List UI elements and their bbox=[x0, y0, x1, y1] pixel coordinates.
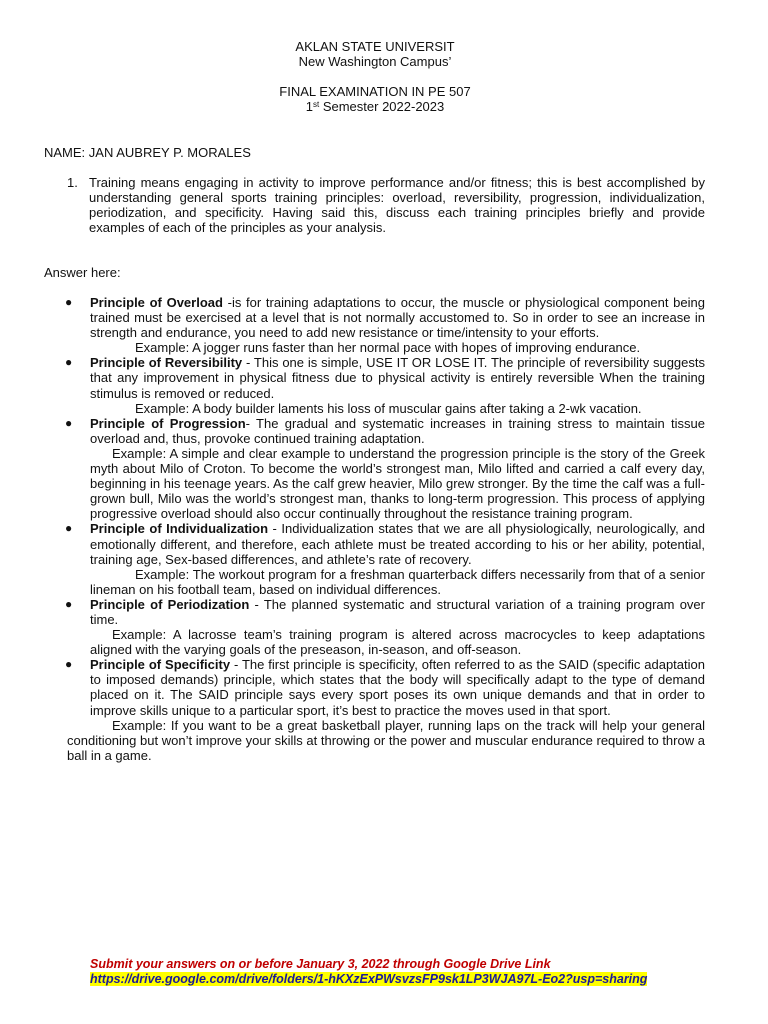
principle-text bbox=[90, 597, 705, 627]
list-item-reversibility bbox=[65, 355, 706, 416]
principle-text bbox=[90, 295, 705, 340]
student-name-line: NAME: JAN AUBREY P. MORALES bbox=[44, 145, 251, 160]
principle-title: Principle of Specificity bbox=[90, 657, 231, 673]
principle-title: Principle of Periodization bbox=[90, 596, 250, 612]
question-1 bbox=[67, 175, 705, 235]
principle-example: Example: A simple and clear example to understand the progression principle is the story of the Greek myth about Milo of Croton. To become the world’s strongest man, Milo lifted and carried a calf every day, beginning in his teenage years. As the calf grew heavier, Milo grew stronger. By the time the calf was a full-grown bull, Milo was the world’s strongest man, thanks to long-term progression. This process of applying progressive overload should also occur continually throughout the resistance training program. bbox=[90, 445, 705, 522]
semester-ordinal: 1 bbox=[305, 99, 313, 114]
submission-footer bbox=[90, 957, 647, 987]
list-item-progression bbox=[65, 415, 705, 522]
answer-label: Answer here: bbox=[44, 265, 121, 280]
principle-title: Principle of Individualization bbox=[90, 521, 269, 537]
document-header bbox=[0, 39, 750, 114]
principle-example: Example: A jogger runs faster than her normal pace with hopes of improving endurance. bbox=[135, 340, 641, 356]
semester-rest: Semester 2022-2023 bbox=[319, 99, 445, 114]
question-text: Training means engaging in activity to improve performance and/or fitness; this is best accomplished by understanding general sports training principles: overload, reversibility, progression, individualization, periodization, and specificity. Having said this, discuss each training principles briefly and provide examples of each of the principles as your analysis. bbox=[89, 175, 705, 235]
principle-example: Example: The workout program for a freshman quarterback differs necessarily from that of a senior lineman on his football team, based on individual differences. bbox=[90, 566, 705, 597]
principle-text bbox=[90, 521, 705, 566]
list-item-individualization bbox=[65, 521, 705, 597]
principle-example: Example: If you want to be a great basketball player, running laps on the track will help your general conditioning but won’t improve your skills at throwing or the power and muscular endurance required to throw a ball in a game. bbox=[67, 717, 705, 763]
principle-body: - The planned systematic and structural variation of a training program over time. bbox=[90, 596, 705, 627]
bullet-icon: ● bbox=[65, 415, 73, 430]
semester-suffix: st bbox=[312, 100, 320, 109]
campus-name: New Washington Campus’ bbox=[298, 54, 452, 69]
principle-body: - The first principle is specificity, often referred to as the SAID (specific adaptation to imposed demands) principle, which states that the body will specifically adapt to the type of demand placed on it. The SAID principle says every sport poses its own unique demands and that in order to improve skills unique to a particular sport, it’s best to practice the moves used in that sport. bbox=[90, 657, 705, 718]
bullet-icon: ● bbox=[65, 521, 73, 536]
principle-body: - The gradual and systematic increases in training stress to maintain tissue overload and, thus, provoke continued training adaptation. bbox=[90, 415, 705, 446]
submit-instruction: Submit your answers on or before January 3, 2022 through Google Drive Link bbox=[90, 957, 551, 971]
bullet-icon: ● bbox=[65, 355, 73, 370]
principle-body: - Individualization states that we are all physiologically, neurologically, and emotionally different, and therefore, each athlete must be treated according to his or her ability, potential, training age, Sex-based differences, and athlete’s rate of recovery. bbox=[90, 521, 705, 567]
list-item-overload bbox=[65, 295, 705, 356]
semester-line bbox=[0, 99, 750, 114]
principle-body: - This one is simple, USE IT OR LOSE IT. The principle of reversibility suggests that any improvement in physical fitness due to physical activity is entirely reversible When the training stimulus is removed or reduced. bbox=[90, 355, 706, 401]
list-item-specificity bbox=[65, 657, 705, 763]
university-name: AKLAN STATE UNIVERSIT bbox=[295, 39, 455, 54]
google-drive-link[interactable]: https://drive.google.com/drive/folders/1-hKXzExPWsvzsFP9sk1LP3WJA97L-Eo2?usp=sharing bbox=[90, 972, 648, 986]
principle-title: Principle of Overload bbox=[90, 295, 223, 310]
bullet-icon: ● bbox=[65, 596, 73, 611]
principle-body: -is for training adaptations to occur, the muscle or physiological component being trained must be exercised at a level that is not normally accustomed to. So in order to see an increase in strength and endurance, you need to add new resistance or time/intensity to your efforts. bbox=[90, 295, 705, 341]
exam-title: FINAL EXAMINATION IN PE 507 bbox=[279, 84, 471, 99]
principle-example: Example: A lacrosse team’s training program is altered across macrocycles to keep adaptations aligned with the varying goals of the preseason, in-season, and off-season. bbox=[90, 627, 705, 658]
list-item-periodization bbox=[65, 596, 705, 658]
bullet-icon: ● bbox=[65, 657, 73, 672]
principles-list bbox=[65, 295, 706, 763]
principle-text bbox=[90, 355, 705, 400]
question-number: 1. bbox=[67, 175, 78, 190]
bullet-icon: ● bbox=[65, 295, 73, 309]
principle-title: Principle of Progression bbox=[90, 415, 246, 431]
principle-text bbox=[90, 416, 705, 446]
principle-example: Example: A body builder laments his loss of muscular gains after taking a 2-wk vacation. bbox=[135, 400, 642, 416]
principle-title: Principle of Reversibility bbox=[90, 355, 243, 371]
principle-text bbox=[90, 657, 705, 717]
